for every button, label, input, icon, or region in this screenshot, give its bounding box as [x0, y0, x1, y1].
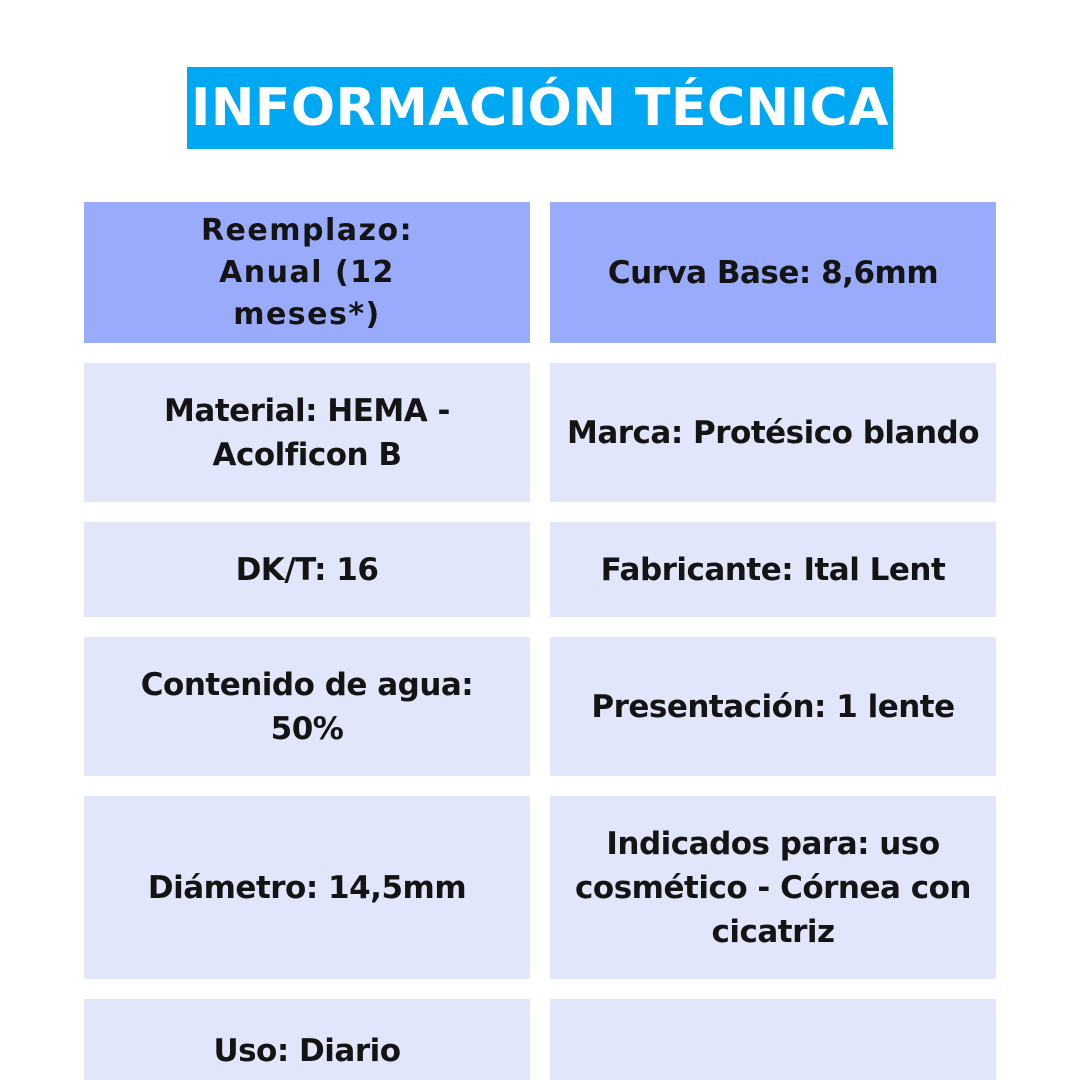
- spec-presentation-text: Presentación: 1 lente: [591, 688, 955, 725]
- page-title: INFORMACIÓN TÉCNICA: [191, 78, 889, 138]
- spec-cell-indications: [550, 796, 996, 979]
- spec-cell-base-curve: [550, 202, 996, 343]
- spec-cell-dkt: [84, 522, 530, 617]
- spec-cell-presentation: [550, 637, 996, 776]
- spec-base-curve-text: Curva Base: 8,6mm: [607, 254, 939, 291]
- spec-cell-manufacturer: [550, 522, 996, 617]
- spec-usage-text: Uso: Diario: [213, 1033, 401, 1069]
- spec-brand-text: Marca: Protésico blando: [566, 414, 980, 451]
- spec-cell-usage: [84, 999, 530, 1080]
- spec-cell-water-content: [84, 637, 530, 776]
- spec-cell-diameter: [84, 796, 530, 979]
- spec-material-text: Material: HEMA - Acolficon B: [164, 392, 450, 473]
- spec-cell-replacement: [84, 202, 530, 343]
- spec-indications-text: Indicados para: uso cosmético - Córnea con cicatriz: [575, 825, 971, 950]
- spec-cell-material: [84, 363, 530, 502]
- spec-water-content-text: Contenido de agua: 50%: [140, 666, 474, 747]
- spec-dkt-text: DK/T: 16: [235, 551, 379, 588]
- spec-cell-empty: [550, 999, 996, 1080]
- spec-replacement-text: Reemplazo: Anual (12 meses*): [200, 212, 414, 332]
- spec-diameter-text: Diámetro: 14,5mm: [147, 869, 467, 906]
- spec-cell-brand: [550, 363, 996, 502]
- title-banner: [187, 67, 893, 149]
- spec-manufacturer-text: Fabricante: Ital Lent: [600, 551, 946, 588]
